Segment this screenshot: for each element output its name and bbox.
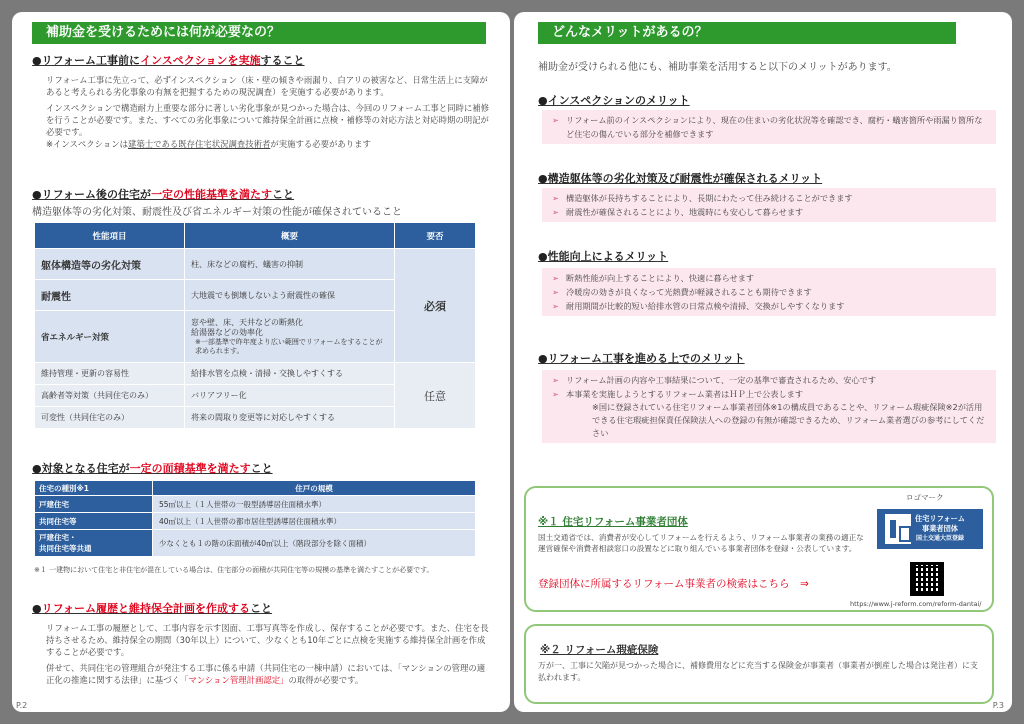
qr-code-icon[interactable] — [910, 562, 944, 596]
table-cell: 給排水管を点検・清掃・交換しやすくする — [185, 363, 395, 385]
merit-lead: 補助金が受けられる他にも、補助事業を活用すると以下のメリットがあります。 — [538, 62, 897, 73]
table-cell — [35, 530, 153, 557]
table-cell: 高齢者等対策（共同住宅のみ） — [35, 385, 185, 407]
table-cell: 少なくとも１の階の床面積が40㎡以上（階段部分を除く面積） — [153, 530, 476, 557]
optional-cell: 任意 — [395, 363, 476, 429]
table-header: 住戸の規模 — [153, 481, 476, 496]
merit-reform-box — [542, 370, 996, 443]
area-note: ※１ 一建物において住宅と非住宅が混在している場合は、住宅部分の面積が共同住宅等の規模の基準を満たすことが必要です。 — [34, 566, 434, 574]
page-number: P.2 — [16, 701, 28, 710]
arrow-icon: ➢ — [552, 193, 559, 203]
table-cell: 柱、床などの腐朽、蟻害の抑制 — [185, 249, 395, 280]
page-title: 補助金を受けるためには何が必要なの？ — [32, 22, 486, 44]
box2-body: 万が一、工事に欠陥が見つかった場合に、補修費用などに充当する保険金が事業者（事業者が倒産した場合は発注者）に支払われます。 — [538, 661, 978, 682]
merit-performance-box — [542, 268, 996, 316]
table-cell: 55㎡以上（１人世帯の一般型誘導居住面積水準） — [153, 496, 476, 513]
page-title: どんなメリットがあるの？ — [538, 22, 956, 44]
association-url[interactable]: https://www.j-reform.com/reform-dantai/ — [850, 600, 982, 608]
cell-note: ※一部基準で昨年度より広い範囲でリフォームをすることが求められます。 — [195, 337, 383, 355]
merit-item: リフォーム計画の内容や工事結果について、一定の基準で審査されるため、安心です — [566, 375, 877, 385]
search-link[interactable]: 登録団体に所属するリフォーム事業者の検索はこちら ⇒ — [538, 578, 809, 590]
logo-text: 住宅リフォーム — [915, 514, 965, 523]
reform-association-logo — [878, 510, 982, 548]
required-cell: 必須 — [395, 249, 476, 363]
merit-inspection-heading: ●インスペクションのメリット — [538, 94, 690, 107]
section-history-heading: ●リフォーム履歴と維持保全計画を作成すること — [32, 602, 273, 615]
arrow-icon: ➢ — [552, 389, 559, 399]
table-cell: 省エネルギー対策 — [35, 311, 185, 363]
arrow-icon: ➢ — [552, 115, 559, 125]
table-cell: 躯体構造等の劣化対策 — [35, 249, 185, 280]
cell-line: 窓や壁、床、天井などの断熱化 — [191, 317, 303, 327]
table-cell: 維持管理・更新の容易性 — [35, 363, 185, 385]
arrow-icon: ➢ — [552, 287, 559, 297]
area-table — [34, 480, 476, 557]
merit-reform-heading: ●リフォーム工事を進める上でのメリット — [538, 352, 745, 365]
section-performance-heading: ●リフォーム後の住宅が一定の性能基準を満たすこと — [32, 188, 295, 201]
section-inspection-heading: ●リフォーム工事前にインスペクションを実施すること — [32, 54, 305, 67]
arrow-icon: ➢ — [552, 207, 559, 217]
merit-item: 耐用期間が比較的短い給排水管の日常点検や清掃、交換がしやすくなります — [566, 301, 845, 311]
section-area-heading: ●対象となる住宅が一定の面積基準を満たすこと — [32, 462, 273, 475]
merit-inspection-box — [542, 110, 996, 144]
box1-title: ※１ 住宅リフォーム事業者団体 — [538, 516, 688, 528]
merit-structure-box — [542, 188, 996, 222]
arrow-icon: ➢ — [552, 301, 559, 311]
table-header: 要否 — [395, 223, 476, 249]
arrow-icon: ➢ — [552, 375, 559, 385]
table-cell: 共同住宅等 — [35, 513, 153, 530]
merit-item: 冷暖房の効きが良くなって光熱費が軽減されることも期待できます — [566, 287, 812, 297]
page-left — [12, 12, 510, 712]
history-text: リフォーム工事の履歴として、工事内容を示す図面、工事写真等を作成し、保存することが必要です。また、住宅を長持ちさせるため、維持保全の期間（30年以上）について、少なくとも10年ごとに点検を実施する維持保全計画を作成することが必要です。 併せて、共同住宅の管理組合が発注する工事に係る申請（共同住宅の一棟申請）においては、「マンションの管理の適正化の推進に関する法律」に基づく「マンション管理計画認定」の取得が必要です。 — [46, 623, 489, 685]
box1-body: 国土交通省では、消費者が安心してリフォームを行えるよう、リフォーム事業者の業務の適正な運営確保や消費者相談窓口の設置などに取り組んでいる事業者団体を登録・公表しています。 — [538, 533, 864, 553]
table-cell: バリアフリー化 — [185, 385, 395, 407]
merit-item: 耐震性が確保されることにより、地震時にも安心して暮らせます — [566, 207, 804, 217]
table-cell: 戸建住宅 — [35, 496, 153, 513]
logo-text: 国土交通大臣登録 — [915, 535, 964, 542]
merit-structure-heading: ●構造躯体等の劣化対策及び耐震性が確保されるメリット — [538, 172, 823, 185]
table-cell: 大地震でも倒壊しないよう耐震性の確保 — [185, 280, 395, 311]
table-cell: 耐震性 — [35, 280, 185, 311]
arrow-icon: ➢ — [552, 273, 559, 283]
box2-title: ※２ リフォーム瑕疵保険 — [540, 644, 659, 656]
table-cell: 可変性（共同住宅のみ） — [35, 407, 185, 429]
page-number: P.3 — [992, 701, 1004, 710]
merit-item: リフォーム前のインスペクションにより、現在の住まいの劣化状況等を確認でき、腐朽・蟻害箇所や雨漏り箇所など住宅の傷んでいる部分を補修できます — [566, 115, 983, 139]
table-cell: 40㎡以上（１人世帯の都市居住型誘導居住面積水準） — [153, 513, 476, 530]
merit-item: 本事業を実施しようとするリフォーム業者はＨＰ上で公表します — [566, 389, 804, 399]
merit-item: 構造躯体が長持ちすることにより、長期にわたって住み続けることができます — [566, 193, 853, 203]
page-right — [514, 12, 1012, 712]
inspection-text: リフォーム工事に先立って、必ずインスペクション（床・壁の傾きや雨漏り、白アリの被害など、日常生活上に支障があると考えられる劣化事象の有無を把握するための現況調査）を実施する必要があります。 インスペクションで構造耐力上重要な部分に著しい劣化事象が見つかった場合は、今回のリフォーム工事と同時に補修を行うことが必要です。また、すべての劣化事象について維持保全計画に点検・補修等の対応方法と対応時期の明記が必要です。 ※インスペクションは建築士である既存住宅状況調査技術者が実施する必要があります — [46, 75, 490, 149]
cell-line: 給湯器などの効率化 — [191, 327, 263, 337]
table-header: 概要 — [185, 223, 395, 249]
merit-performance-heading: ●性能向上によるメリット — [538, 250, 669, 263]
performance-lead: 構造躯体等の劣化対策、耐震性及び省エネルギー対策の性能が確保されていること — [32, 207, 402, 218]
merit-item: 断熱性能が向上することにより、快適に暮らせます — [566, 273, 755, 283]
logo-text: 事業者団体 — [922, 524, 958, 533]
table-cell: 将来の間取り変更等に対応しやすくする — [185, 407, 395, 429]
house-logo-icon — [885, 514, 911, 544]
performance-table — [34, 222, 476, 429]
table-header: 住宅の種別※1 — [35, 481, 153, 496]
cell-line: 戸建住宅・ — [39, 533, 77, 542]
logo-caption: ロゴマーク — [906, 493, 944, 502]
table-cell — [185, 311, 395, 363]
table-header: 性能項目 — [35, 223, 185, 249]
cell-line: 共同住宅等共通 — [39, 544, 92, 553]
merit-note: ※国に登録されている住宅リフォーム事業者団体※1の構成員であることや、リフォーム瑕疵保険※2が活用できる住宅瑕疵担保責任保険法人への登録の有無が確認できるため、リフォーム業者選びの参考にしてください — [592, 402, 985, 438]
